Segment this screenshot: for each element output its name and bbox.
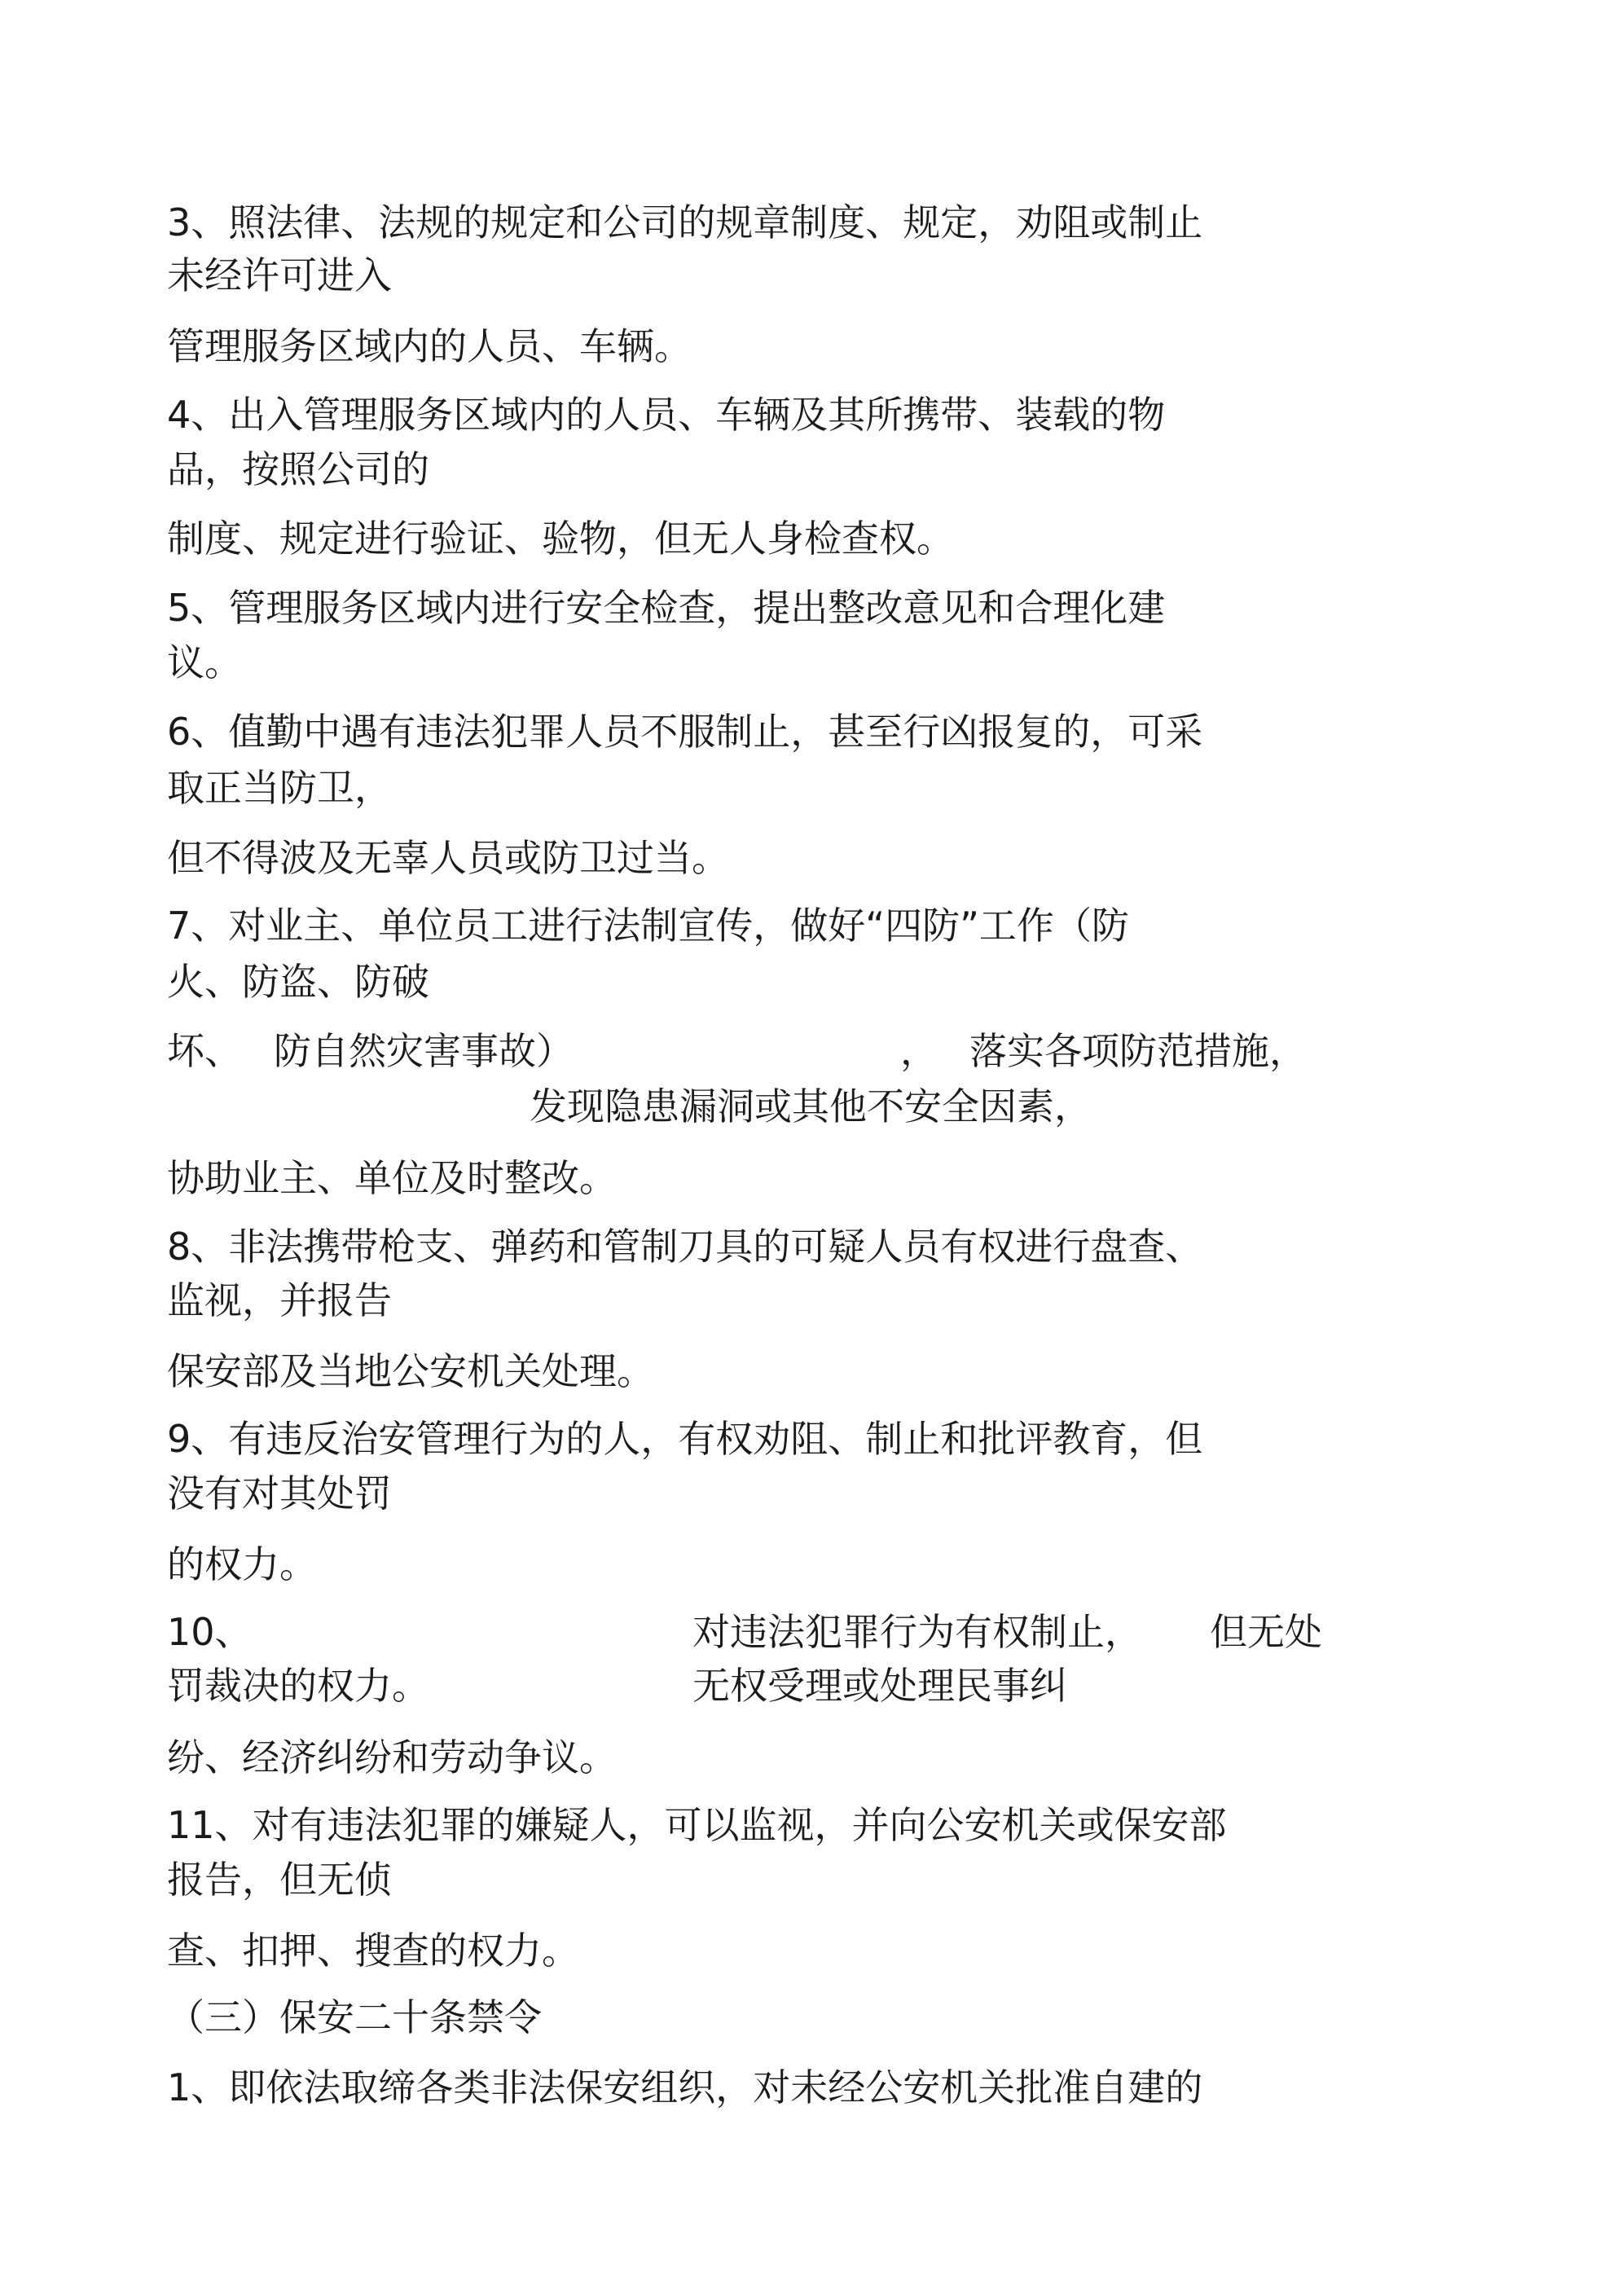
- text-line: 品，按照公司的: [167, 447, 429, 491]
- text-line: 对违法犯罪行为有权制止，: [692, 1610, 1142, 1654]
- text-line: 的权力。: [167, 1542, 317, 1586]
- text-line: 落实各项防范措施，: [969, 1029, 1307, 1073]
- text-line: 制度、规定进行验证、验物，但无人身检查权。: [167, 517, 954, 561]
- text-line: 报告，但无侦: [167, 1858, 392, 1902]
- text-line: 5、管理服务区域内进行安全检查，提出整改意见和合理化建: [167, 586, 1166, 630]
- text-line: 议。: [167, 640, 242, 684]
- text-line: 火、防盗、防破: [167, 960, 429, 1004]
- text-line: 罚裁决的权力。: [167, 1664, 429, 1708]
- section-heading: （三）保安二十条禁令: [167, 1995, 542, 2039]
- text-line: 1、即依法取缔各类非法保安组织，对未经公安机关批准自建的: [167, 2065, 1203, 2109]
- text-line: 管理服务区域内的人员、车辆。: [167, 324, 692, 368]
- text-line: 监视，并报告: [167, 1278, 392, 1322]
- text-line: 坏、: [167, 1029, 242, 1073]
- text-line: 3、照法律、法规的规定和公司的规章制度、规定，劝阻或制止: [167, 200, 1203, 244]
- text-line: 但无处: [1210, 1610, 1322, 1654]
- text-line: 无权受理或处理民事纠: [692, 1664, 1067, 1708]
- text-line: 没有对其处罚: [167, 1471, 392, 1515]
- text-line: 取正当防卫，: [167, 766, 392, 810]
- text-line: 9、有违反治安管理行为的人，有权劝阻、制止和批评教育，但: [167, 1417, 1203, 1461]
- text-line: 防自然灾害事故）: [274, 1029, 574, 1073]
- text-line: 保安部及当地公安机关处理。: [167, 1349, 654, 1393]
- text-line: 11、对有违法犯罪的嫌疑人，可以监视，并向公安机关或保安部: [167, 1803, 1227, 1847]
- text-line: 查、扣押、搜查的权力。: [167, 1929, 579, 1973]
- text-line: 6、值勤中遇有违法犯罪人员不服制止，甚至行凶报复的，可采: [167, 710, 1203, 754]
- text-line: 7、对业主、单位员工进行法制宣传，做好“四防”工作（防: [167, 904, 1129, 948]
- text-line: 8、非法携带枪支、弹药和管制刀具的可疑人员有权进行盘查、: [167, 1225, 1203, 1269]
- text-line: ，: [900, 1029, 938, 1073]
- text-line: 纷、经济纠纷和劳动争议。: [167, 1735, 617, 1779]
- text-line: 协助业主、单位及时整改。: [167, 1156, 617, 1200]
- text-line: 4、出入管理服务区域内的人员、车辆及其所携带、装载的物: [167, 393, 1166, 437]
- text-line: 发现隐患漏洞或其他不安全因素，: [530, 1084, 1092, 1128]
- text-line: 但不得波及无辜人员或防卫过当。: [167, 836, 729, 880]
- text-line: 10、: [167, 1610, 253, 1654]
- text-line: 未经许可进入: [167, 253, 392, 297]
